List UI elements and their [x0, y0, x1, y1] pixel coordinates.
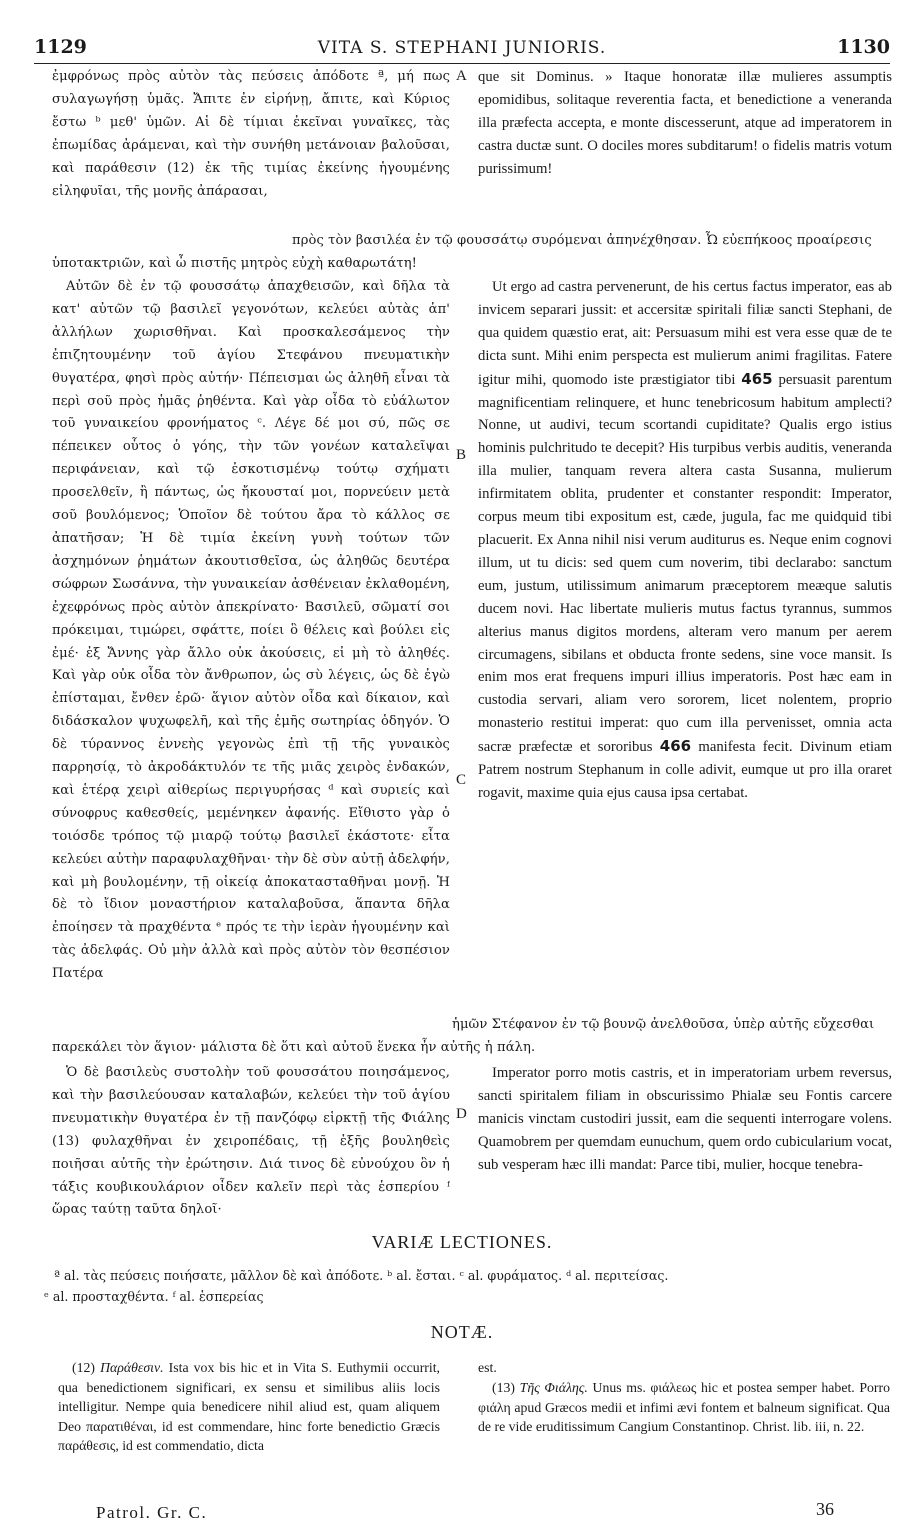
note-12-lemma: Παράθεσιν.: [100, 1360, 164, 1375]
column-number-466: 466: [659, 737, 692, 756]
latin-paragraph-1: que sit Dominus. » Itaque honoratæ illæ mulieres assumptis epomidibus, solitaque reverentia facta, et benedictione a veneranda illa præfecta accepta, e monte discesserunt, atque ad imperatorem in castra ductæ sunt. O dociles mores subditarum! o fidelis matris votum purissimum!: [478, 69, 892, 177]
latin-paragraph-3: Imperator porro motis castris, et in imperatoriam urbem reversus, sancti spiritalem filiam in obscurissimo Phialæ seu Fontis carcere manicis vinctam custodiri jussit, eam die sequenti interrogare volens. Quamobrem per quemdam eunuchum, quem ordo cubicularium vocat, sub vesperam hæc illi mandat: Parce tibi, mulier, hocque tenebra-: [478, 1065, 892, 1173]
note-12-text: Ista vox bis hic et in Vita S. Euthymii occurrit, qua benedictionem significari, ex sensu et similibus aliis locis intelligitur. Nempe quia benedicere nihil aliud est, quam aliquem Deo παρατιθέναι, id est commendare, hinc forte benedictio Græcis παράθεσις, id est commendatio, dicta: [58, 1360, 440, 1453]
latin-paragraph-2: [478, 276, 892, 1014]
variae-lectiones-heading: VARIÆ LECTIONES.: [371, 1232, 553, 1252]
section-marker-b: B: [456, 447, 467, 463]
note-12-end: est.: [478, 1360, 497, 1375]
variant-line-2: ᵉ al. προσταχθέντα. ᶠ al. ἑσπερείας: [44, 1289, 264, 1304]
greek-paragraph-2-continuation: ἡμῶν Στέφανον ἐν τῷ βουνῷ ἀνελθοῦσα, ὑπὲρ αὐτῆς εὔχεσθαι παρεκάλει τὸν ἅγιον· μάλιστα δὲ ὅτι καὶ αὐτοῦ ἕνεκα ἦν αὐτῆς ἡ πάλη.: [52, 1017, 875, 1055]
note-13-lemma: Τῆς Φιάλης.: [519, 1380, 588, 1395]
note-12: [58, 1358, 440, 1498]
note-12-label: (12): [72, 1360, 95, 1375]
note-13-text: Unus ms. φιάλεως hic et postea semper habet. Porro φιάλη apud Græcos medii et infimi ævi fontem et balneum significat. Qua de re vide eruditissimum Cangium Constantinop. Christ. lib. iii, n. 22.: [478, 1380, 890, 1434]
column-number-465: 465: [741, 369, 773, 388]
footer-signature-number: 36: [816, 1499, 834, 1519]
greek-paragraph-1: ἐμφρόνως πρὸς αὐτὸν τὰς πεύσεις ἀπόδοτε ª, μή πως συλαγωγήσῃ ὑμᾶς. Ἄπιτε ἐν εἰρήνῃ, ἄπιτε, καὶ Κύριος ἔστω ᵇ μεθ' ὑμῶν. Αἱ δὲ τίμιαι ἐκεῖναι γυναῖκες, τὰς ἐπωμίδας ἀράμεναι, καὶ τὴν συνήθη μετάνοιαν βαλοῦσαι, καὶ παράθεσιν (12) ἐκ τῆς τιμίας ἐκείνης ἡγουμένης εἰληφυῖαι, τῆς μονῆς ἀπάρασαι,: [52, 69, 450, 199]
greek-paragraph-3: Ὁ δὲ βασιλεὺς συστολὴν τοῦ φουσσάτου ποιησάμενος, καὶ τὴν βασιλεύουσαν καταλαβών, κελεύει τὴν τοῦ ἁγίου πνευματικὴν θυγατέρα ἐν τῇ πανζόφῳ εἱρκτῇ τῆς Φιάλης (13) φυλαχθῆναι ἐν χειροπέδαις, τῇ ἑξῆς βουληθεὶς ποιῆσαι αὐτῆς τὴν ἐρώτησιν. Διά τινος δὲ εὐνούχου ὃν ἡ τάξις κουβικουλάριον οἶδεν καλεῖν περὶ τὰς ἑσπερίου ᶠ ὥρας ταύτῃ ταῦτα δηλοῖ·: [52, 1065, 450, 1218]
latin-paragraph-2a: Ut ergo ad castra pervenerunt, de his certus factus imperator, eas ab invicem separari jussit: et accersitæ spiritali filiæ sancti Stephani, de qua quidem quæstio erat, ait: Persuasum mihi est vera esse quæ de te dicta sunt. Mihi enim perspecta est mulierum animi fragilitas. Fatere igitur mihi, quomodo iste præstigiator tibi: [478, 279, 892, 388]
page-number-left: 1129: [34, 36, 87, 58]
running-title: VITA S. STEPHANI JUNIORIS.: [317, 38, 607, 58]
footer-series-title: Patrol. Gr. C.: [96, 1503, 208, 1522]
section-marker-d: D: [456, 1106, 467, 1122]
notae-heading: NOTÆ.: [430, 1322, 494, 1342]
section-marker-c: C: [456, 772, 467, 788]
header-rule: [34, 63, 890, 64]
latin-paragraph-2b: persuasit parentum magnificentiam relinquere, et hunc tenebricosum habitum amplecti? Nonne, ut audivi, tecum scortandi cupiditate? Qualis ergo istius hominis pulchritudo te decepit? His turpibus verbis auditis, veneranda illa mulier, tanquam revera altera casta Susanna, mulierum infirmitatem oblita, prudenter et constanter respondit: Imperator, corpus meum tibi expositum est, cæde, jugula, fac me quidquid tibi placuerit. Ex Anna nihil nisi verum auditurus es. Neque enim cognovi illum, ut tu dicis: sed quem cum noverim, tibi declarabo: sanctum eum, justum, utilissimum animarum præceptorem meæque salutis ducem novi. Hac libertate mulieris mutus factus tyrannus, summos alterius manus digitos mordens, alteram vero manum per aerem circumagens, sibilans et obducta fronte sedens, sine voce mansit. Is enim mos erat frequens impuri illius imperatoris. Post hæc eam in custodia servari, aliam vero sororem, licet nolentem, proprio monasterio restitui imperat: quo cum illa pervenisset, omnia acta sacræ præfectæ et sororibus: [478, 371, 892, 756]
note-13: [478, 1378, 890, 1478]
greek-paragraph-1-continuation: πρὸς τὸν βασιλέα ἐν τῷ φουσσάτῳ συρόμεναι ἀπηνέχθησαν. Ὦ εὐεπήκοος προαίρεσις ὑποτακτριῶν, καὶ ὦ πιστῆς μητρὸς εὐχὴ καθαρωτάτη!: [52, 233, 872, 271]
section-marker-a: A: [456, 68, 467, 84]
variant-line-1: ª al. τὰς πεύσεις ποιήσατε, μᾶλλον δὲ καὶ ἀπόδοτε. ᵇ al. ἔσται. ᶜ al. φυράματος. ᵈ al. περιτείσας.: [54, 1268, 669, 1283]
greek-paragraph-2: Αὐτῶν δὲ ἐν τῷ φουσσάτῳ ἀπαχθεισῶν, καὶ δῆλα τὰ κατ' αὐτῶν τῷ βασιλεῖ γεγονότων, κελεύει αὐτὰς ἀπ' ἀλλήλων χωρισθῆναι. Καὶ προσκαλεσάμενος τὴν ἐπιζητουμένην τοῦ ἁγίου Στεφάνου πνευματικὴν θυγατέρα, φησὶ πρὸς αὐτήν· Πέπεισμαι ὡς ἀληθῆ εἶναι τὰ περὶ σοῦ πρὸς ἡμᾶς ῥηθέντα. Καὶ γὰρ οἶδα τὸ εὐάλωτον τοῦ γυναικείου φρονήματος ᶜ. Λέγε δέ μοι σύ, πῶς σε πέπεικεν οὗτος ὁ γόης, τὴν τῶν γονέων καταλεῖψαι περιφάνειαν, καὶ τῷ ἐσκοτισμένῳ τούτῳ σχήματι προσελθεῖν, ἢ πάντως, ὡς ἤκουσταί μοι, πορνεύειν μετὰ σοῦ βουλόμενος; Ὁποῖον δὲ τούτου ἄρα τὸ κάλλος σε ἀπατῆσαν; Ἡ δὲ τιμία ἐκείνη γυνὴ τούτων τῶν ἀσχημόνων ῥημάτων ἀκουτισθεῖσα, ὡς ἀληθῶς δευτέρα σώφρων Σωσάννα, τὴν γυναικείαν ἀσθένειαν ἐκλαθομένη, ἐχεφρόνως πρὸς αὐτὸν ἀπεκρίνατο· Βασιλεῦ, σῶματί σοι πρόκειμαι, τιμώρει, σφάττε, ποίει ὃ θέλεις καὶ βούλει εἰς ἐμέ· ἐξ Ἄννης γὰρ ἄλλο οὐκ ἀκούσεις, εἰ μὴ τὸ ἀληθές. Καὶ γὰρ οὐκ οἶδα τὸν ἄνθρωπον, ὡς σὺ λέγεις, ὡς δὲ ἐγὼ ἐπίσταμαι, ἔνθεν ἐρῶ· ἅγιον αὐτὸν οἶδα καὶ δίκαιον, καὶ διδάσκαλον ψυχωφελῆ, καὶ τῆς ἐμῆς σωτηρίας ὁδηγόν. Ὁ δὲ τύραννος ἐννεὴς γεγονὼς ἐπὶ τῇ τῆς γυναικὸς παρρησίᾳ, τὸ ἀκροδάκτυλόν τε τῆς μιᾶς χειρὸς ἐνδακών, καὶ ἑτέρᾳ χειρὶ αἰθερίως περιγυρήσας ᵈ καὶ συριείς καὶ σύνοφρυς καθεσθείς, μεμένηκεν ἀφανής. Εἴθιστο γὰρ ὁ τοιόσδε τρόπος τῷ μιαρῷ τούτῳ βασιλεῖ ἑκάστοτε· εἶτα κελεύει αὐτὴν παραφυλαχθῆναι· τὴν δὲ σὺν αὐτῇ ἀδελφήν, καὶ μὴ βουλομένην, τῇ οἰκείᾳ ἀποκατασταθῆναι μονῇ. Ἡ δὲ τὸ ἴδιον μοναστήριον καταλαβοῦσα, ἅπαντα δῆλα ἐποίησεν τὰ πραχθέντα ᵉ πρός τε τὴν ἱερὰν ἡγουμένην καὶ τὰς ἀδελφάς. Οὐ μὴν ἀλλὰ καὶ πρὸς αὐτὸν τὸν θεσπέσιον Πατέρα: [52, 279, 450, 982]
note-13-label: (13): [492, 1380, 515, 1395]
latin-paragraph-2c: manifesta fecit. Divinum etiam Patrem nostrum Stephanum in colle adivit, eumque ut pro illa oraret rogavit, maxime quia ejus causa ipsa certabat.: [478, 739, 892, 801]
running-header: [34, 36, 890, 64]
page-number-right: 1130: [837, 36, 890, 58]
